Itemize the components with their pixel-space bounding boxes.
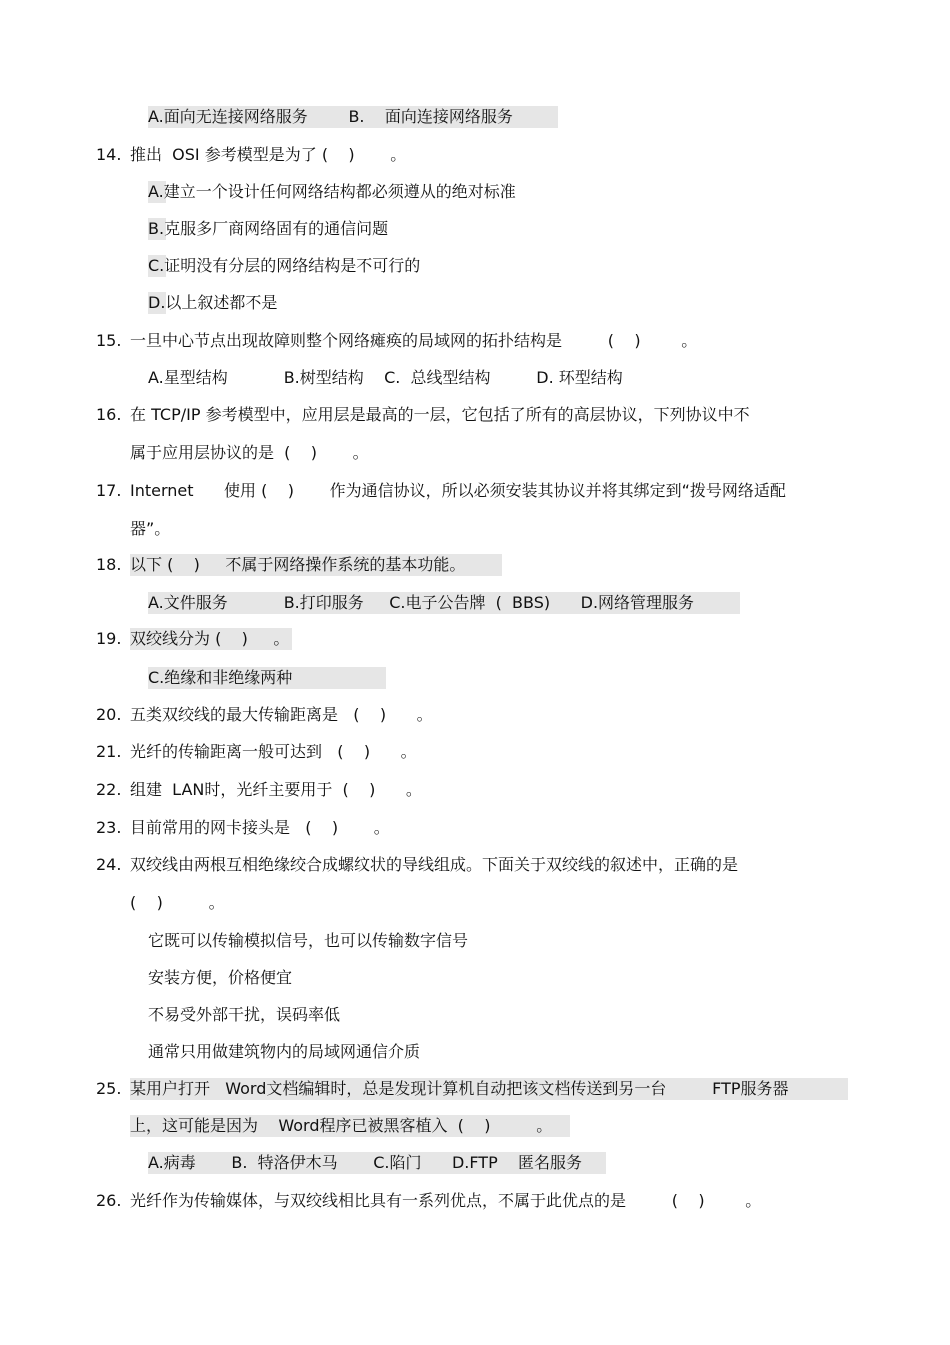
q26-number: 26. xyxy=(96,1191,122,1210)
q14-option-c-text: C.证明没有分层的网络结构是不可行的 xyxy=(148,256,421,275)
q22-text: 组建 LAN时，光纤主要用于 ( ) 。 xyxy=(130,780,422,799)
q19-number: 19. xyxy=(96,629,122,648)
q17-text-cont: 器”。 xyxy=(130,519,171,538)
q14-option-b-text: B.克服多厂商网络固有的通信问题 xyxy=(148,219,389,238)
q21-text: 光纤的传输距离一般可达到 ( ) 。 xyxy=(130,742,417,761)
q24-option-c: 不易受外部干扰，误码率低 xyxy=(148,1005,341,1024)
q15-text: 一旦中心节点出现故障则整个网络瘫痪的局域网的拓扑结构是 ( ) 。 xyxy=(130,331,698,350)
q15-options: A.星型结构 B.树型结构 C. 总线型结构 D. 环型结构 xyxy=(148,368,623,387)
q14-option-c xyxy=(148,255,420,277)
q14-option-d-text: D.以上叙述都不是 xyxy=(148,293,278,312)
q17-number: 17. xyxy=(96,481,122,500)
q19-text: 双绞线分为 ( ) 。 xyxy=(130,628,292,650)
q25-text-cont: 上，这可能是因为 Word程序已被黑客植入 ( ) 。 xyxy=(130,1115,570,1137)
q18-options: A.文件服务 B.打印服务 C.电子公告牌 ( BBS) D.网络管理服务 xyxy=(148,592,740,614)
q24-text: 双绞线由两根互相绝缘绞合成螺纹状的导线组成。下面关于双绞线的叙述中，正确的是 xyxy=(130,855,739,874)
q15-number: 15. xyxy=(96,331,122,350)
q24-option-a: 它既可以传输模拟信号，也可以传输数字信号 xyxy=(148,931,469,950)
q24-option-d: 通常只用做建筑物内的局域网通信介质 xyxy=(148,1042,421,1061)
q20-number: 20. xyxy=(96,705,122,724)
q24-text-cont: ( ) 。 xyxy=(130,893,225,912)
q25-text: 某用户打开 Word文档编辑时，总是发现计算机自动把该文档传送到另一台 FTP服务器 xyxy=(130,1078,848,1100)
q26-text: 光纤作为传输媒体，与双绞线相比具有一系列优点，不属于此优点的是 ( ) 。 xyxy=(130,1191,762,1210)
q25-options: A.病毒 B. 特洛伊木马 C.陷门 D.FTP 匿名服务 xyxy=(148,1152,606,1174)
q14-number: 14. xyxy=(96,145,122,164)
q16-number: 16. xyxy=(96,405,122,424)
q25-number: 25. xyxy=(96,1079,122,1098)
q14-option-d xyxy=(148,292,277,314)
q18-number: 18. xyxy=(96,555,122,574)
q24-number: 24. xyxy=(96,855,122,874)
q23-number: 23. xyxy=(96,818,122,837)
q14-text: 推出 OSI 参考模型是为了 ( ) 。 xyxy=(130,145,407,164)
q22-number: 22. xyxy=(96,780,122,799)
q20-text: 五类双绞线的最大传输距离是 ( ) 。 xyxy=(130,705,433,724)
q14-option-a-text: A.建立一个设计任何网络结构都必须遵从的绝对标准 xyxy=(148,182,516,201)
q21-number: 21. xyxy=(96,742,122,761)
q17-text: Internet 使用 ( ) 作为通信协议，所以必须安装其协议并将其绑定到“拨号网络适配 xyxy=(130,481,786,500)
q23-text: 目前常用的网卡接头是 ( ) 。 xyxy=(130,818,390,837)
q14-option-b xyxy=(148,218,388,240)
q16-text: 在 TCP/IP 参考模型中，应用层是最高的一层，它包括了所有的高层协议，下列协议中不 xyxy=(130,405,750,424)
q19-option-c: C.绝缘和非绝缘两种 xyxy=(148,667,386,689)
q13-options-ab: A.面向无连接网络服务 B. 面向连接网络服务 xyxy=(148,106,558,128)
q16-text-cont: 属于应用层协议的是 ( ) 。 xyxy=(130,443,369,462)
q24-option-b: 安装方便，价格便宜 xyxy=(148,968,293,987)
q14-option-a xyxy=(148,181,516,203)
q18-text: 以下 ( ) 不属于网络操作系统的基本功能。 xyxy=(130,554,502,576)
